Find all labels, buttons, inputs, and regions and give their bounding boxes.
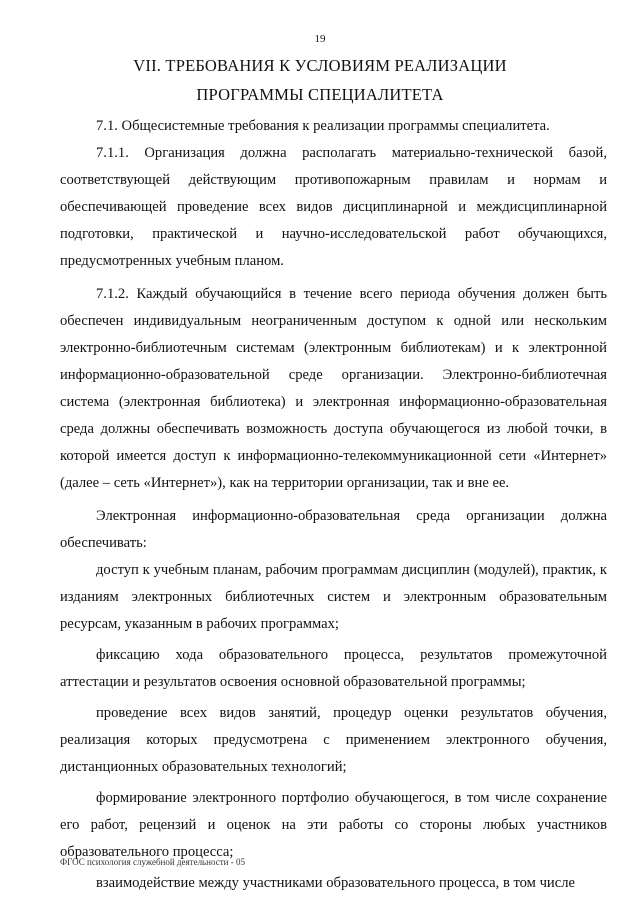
list-item-interaction: взаимодействие между участниками образовательного процесса, в том числе bbox=[96, 875, 575, 891]
page-number: 19 bbox=[314, 33, 326, 45]
paragraph-7-1-1: 7.1.1. Организация должна располагать материально-технической базой, соответствующей действующим противопожарным правилам и нормам и обеспечивающей проведение всех видов дисциплинарной и междисциплинарной подготовки, практической и научно-исследовательской работ обучающихся, предусмотренных учебным планом. bbox=[60, 145, 607, 269]
paragraph-7-1: 7.1. Общесистемные требования к реализации программы специалитета. bbox=[96, 118, 550, 134]
list-item-access: доступ к учебным планам, рабочим программам дисциплин (модулей), практик, к изданиям электронных библиотечных систем и электронным образовательным ресурсам, указанным в рабочих программах; bbox=[60, 562, 607, 632]
paragraph-7-1-2: 7.1.2. Каждый обучающийся в течение всего периода обучения должен быть обеспечен индивидуальным неограниченным доступом к одной или нескольким электронно-библиотечным системам (электронным библиотекам) и к электронной информационно-образовательной среде организации. Электронно-библиотечная система (электронная библиотека) и электронная информационно-образовательная среда должны обеспечивать возможность доступа обучающегося из любой точки, в которой имеется доступ к информационно-телекоммуникационной сети «Интернет» (далее – сеть «Интернет»), как на территории организации, так и вне ее. bbox=[60, 286, 607, 491]
list-item-recording: фиксацию хода образовательного процесса, результатов промежуточной аттестации и результатов освоения основной образовательной программы; bbox=[60, 647, 607, 690]
list-item-portfolio: формирование электронного портфолио обучающегося, в том числе сохранение его работ, рецензий и оценок на эти работы со стороны любых участников образовательного процесса; bbox=[60, 790, 607, 860]
page-footer: ФГОС психология служебной деятельности - 05 bbox=[60, 857, 245, 867]
document-body bbox=[60, 113, 607, 897]
section-heading-line-1: VII. ТРЕБОВАНИЯ К УСЛОВИЯМ РЕАЛИЗАЦИИ bbox=[133, 56, 507, 75]
section-heading-line-2: ПРОГРАММЫ СПЕЦИАЛИТЕТА bbox=[196, 85, 444, 104]
list-item-classes: проведение всех видов занятий, процедур оценки результатов обучения, реализация которых предусмотрена с применением электронного обучения, дистанционных образовательных технологий; bbox=[60, 705, 607, 775]
paragraph-environment-intro: Электронная информационно-образовательная среда организации должна обеспечивать: bbox=[60, 508, 607, 551]
